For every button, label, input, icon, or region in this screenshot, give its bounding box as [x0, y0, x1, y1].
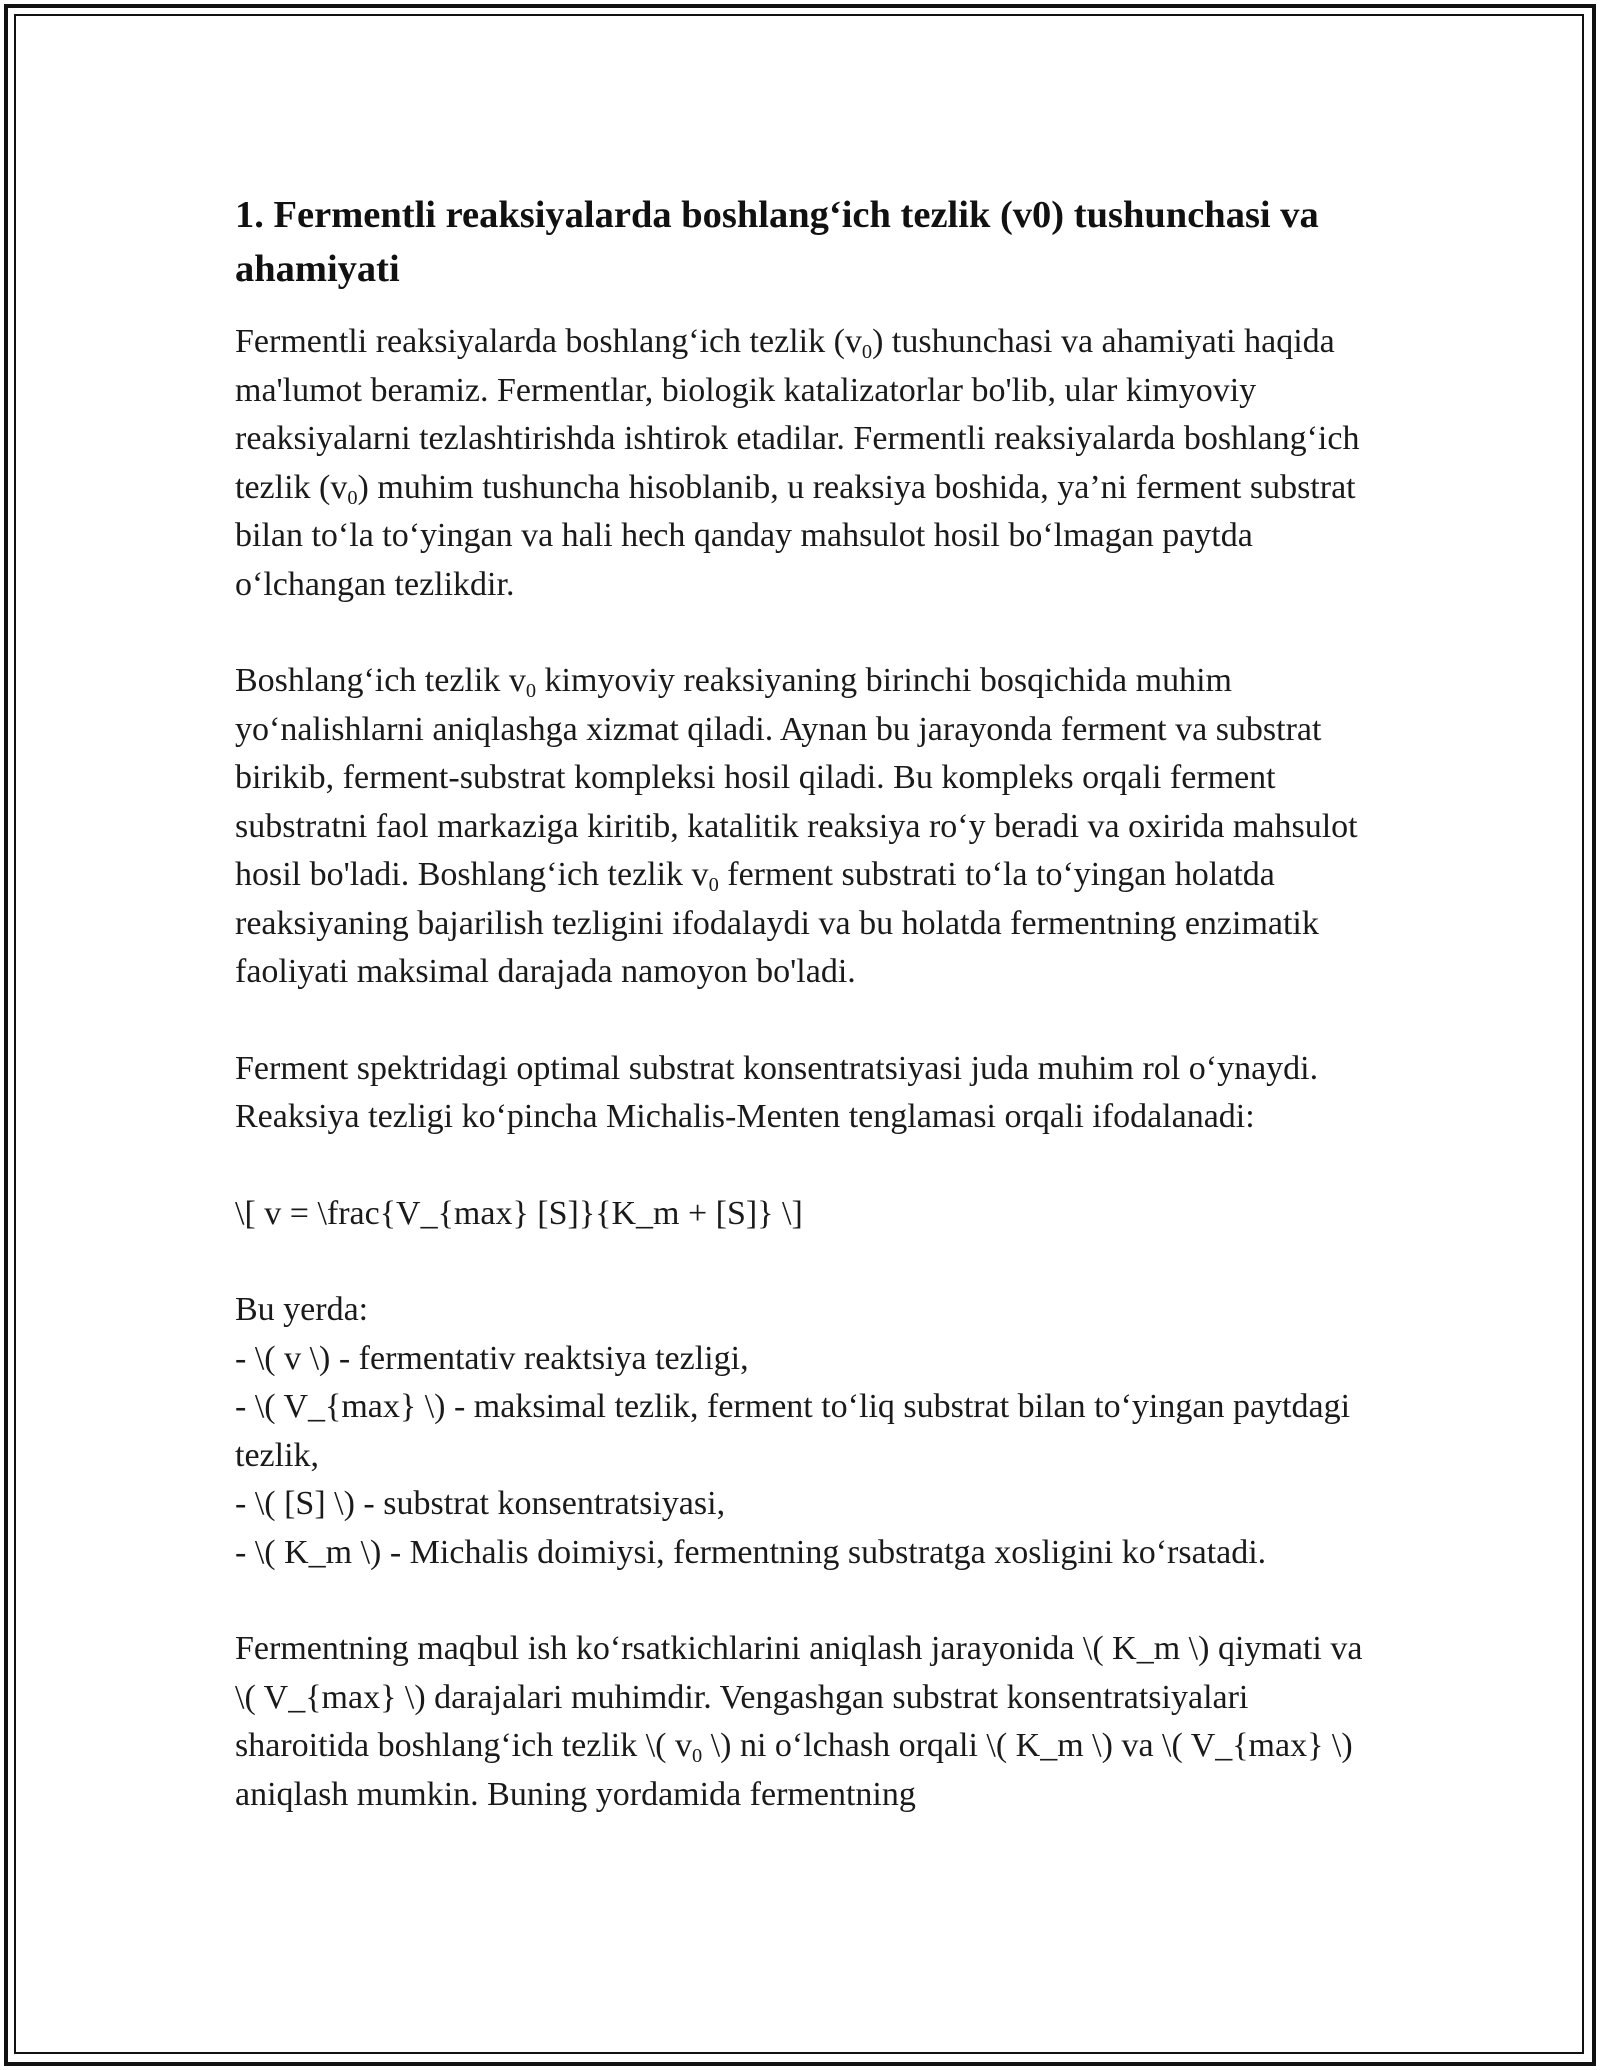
paragraph-intro [235, 318, 1375, 609]
michaelis-menten-formula: \[ v = \frac{V_{max} [S]}{K_m + [S]} \] [235, 1194, 803, 1232]
list-item: - \( [S] \) - substrat konsentratsiyasi, [235, 1485, 726, 1522]
subscript-zero: 0 [692, 1745, 703, 1768]
list-item: - \( v \) - fermentativ reaktsiya tezligi, [235, 1339, 749, 1377]
subscript-zero: 0 [347, 486, 358, 509]
text-segment: \) ni o‘lchash orqali \( K_m \) va \( V_{max} \) aniqlash mumkin. Buning yordamida fermentning [235, 1727, 1353, 1813]
paragraph-parameters [235, 1625, 1375, 1819]
text-segment: Fermentli reaksiyalarda boshlang‘ich tezlik (v [235, 323, 862, 360]
text-segment: Boshlang‘ich tezlik v [235, 662, 526, 699]
paragraph-initial-rate [235, 657, 1375, 997]
subscript-zero: 0 [861, 341, 873, 364]
document-body [235, 188, 1375, 1819]
text-segment: ) muhim tushuncha hisoblanib, u reaksiya boshida, ya’ni ferment substrat bilan to‘la to‘yingan va hali hech qanday mahsulot hosil bo‘lmagan paytda o‘lchangan tezlikdir. [235, 468, 1356, 603]
text-segment: ) tushunchasi va ahamiyati haqida ma'lumot beramiz. Fermentlar, biologik katalizatorlar bo'lib, ular kimyoviy reaksiyalarni tezlashtirishda ishtirok etadilar. Fermentli reaksiyalarda boshlang‘ich tezlik (v [235, 323, 1360, 506]
subscript-zero: 0 [708, 874, 719, 897]
list-item: - \( V_{max} \) - maksimal tezlik, ferment to‘liq substrat bilan to‘yingan paytdagi tezlik, [235, 1388, 1351, 1474]
subscript-zero: 0 [525, 680, 537, 703]
text-segment: ferment substrati to‘la to‘yingan holatda reaksiyaning bajarilish tezligini ifodalaydi va bu holatda fermentning enzimatik faoliyati maksimal darajada namoyon bo'ladi. [235, 856, 1319, 990]
list-item: - \( K_m \) - Michalis doimiysi, fermentning substratga xosligini ko‘rsatadi. [235, 1533, 1267, 1571]
text-segment: Ferment spektridagi optimal substrat konsentratsiyasi juda muhim rol o‘ynaydi. Reaksiya tezligi ko‘pincha Michalis-Menten tenglamasi orqali ifodalanadi: [235, 1049, 1319, 1135]
variable-definitions [235, 1286, 1375, 1577]
section-heading: 1. Fermentli reaksiyalarda boshlang‘ich tezlik (v0) tushunchasi va ahamiyati [235, 194, 1319, 290]
paragraph-substrate [235, 1045, 1375, 1142]
text-segment: Fermentning maqbul ish ko‘rsatkichlarini aniqlash jarayonida \( K_m \) qiymati va \( V_{max} \) darajalari muhimdir. Vengashgan substrat konsentratsiyalari sharoitida boshlang‘ich tezlik \( v [235, 1630, 1363, 1764]
list-intro: Bu yerda: [235, 1291, 369, 1328]
text-segment: kimyoviy reaksiyaning birinchi bosqichida muhim yo‘nalishlarni aniqlashga xizmat qiladi. Aynan bu jarayonda ferment va substrat birikib, ferment-substrat kompleksi hosil qiladi. Bu kompleks orqali ferment substratni faol markaziga kiritib, katalitik reaksiya ro‘y beradi va oxirida mahsulot hosil bo'ladi. Boshlang‘ich tezlik v [235, 662, 1358, 893]
